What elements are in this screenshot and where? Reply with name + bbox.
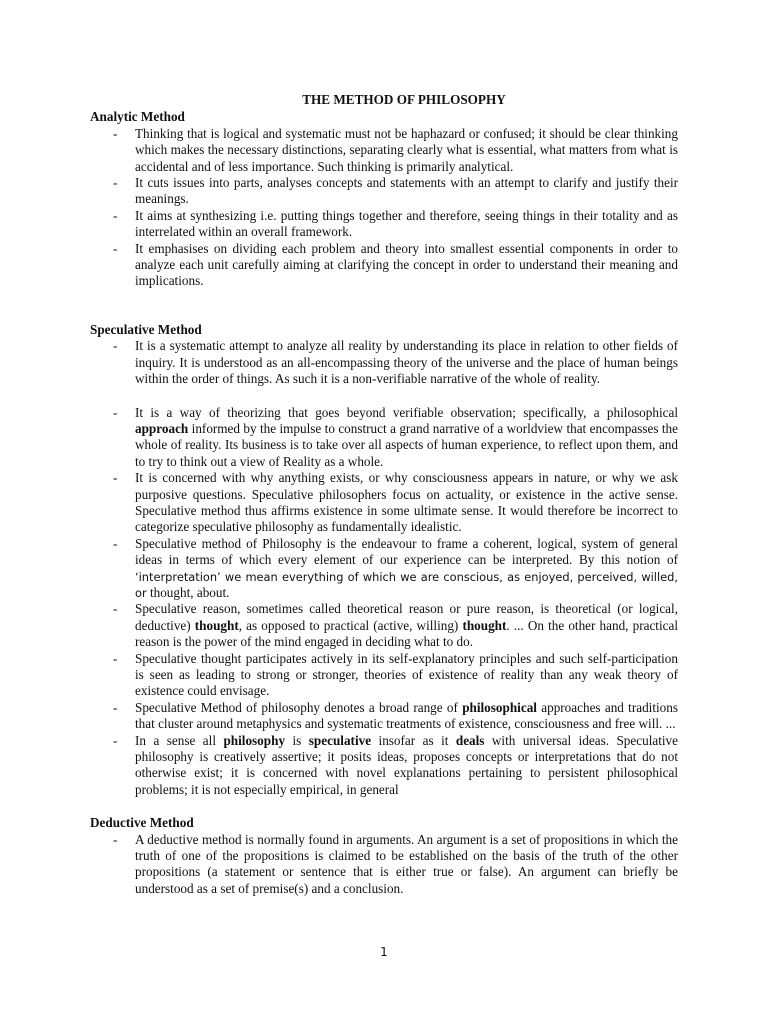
list-item: - It is a systematic attempt to analyze all reality by understanding its place in relation to other fields of inquiry. It is understood as an all-encompassing theory of the universe and the place of human beings within the order of things. As such it is a non-verifiable narrative of the whole of reality. xyxy=(135,338,678,387)
quoted-text-run: ‘interpretation’ we mean everything of which we are conscious, as enjoyed, perceived, willed, or xyxy=(135,569,678,600)
text-run: Speculative method of Philosophy is the endeavour to frame a coherent, logical, system of general ideas in terms of which every element of our experience can be interpreted. By this notion of xyxy=(135,535,678,568)
text-run: approaches and traditions that cluster around metaphysics and systematic treatments of existence, consciousness and free will. ... xyxy=(135,699,678,732)
list-item: - It is concerned with why anything exists, or why consciousness appears in nature, or why we ask purposive questions. Speculative philosophers focus on actuality, or existence in the active sense. Speculative method thus affirms existence in some ultimate sense. It would therefore be incorrect to categorize speculative philosophy as fundamentally idealistic. xyxy=(135,470,678,536)
speculative-list xyxy=(90,338,678,798)
bold-term: philosophical xyxy=(462,699,537,715)
text-run: Speculative Method of philosophy denotes a broad range of xyxy=(135,699,463,715)
bold-term: thought xyxy=(462,617,507,633)
text-run: , as opposed to practical (active, willing) xyxy=(238,617,463,633)
text-run: Speculative reason, sometimes called theoretical reason or pure reason, is theoretical (or logical, deductive) xyxy=(135,601,678,633)
deductive-list xyxy=(90,832,678,898)
section-spacer xyxy=(90,798,678,815)
text-run: thought, about. xyxy=(146,584,230,600)
bold-term: deals xyxy=(455,732,485,748)
bold-term: thought xyxy=(194,617,239,633)
list-item xyxy=(135,405,678,471)
text-run: with universal ideas. Speculative philosophy is creatively assertive; it posits ideas, proposes concepts or interpretations that do not otherwise exist; it is concerned with novel explanations pertaining to persistent philosophical problems; it is not especially empirical, in general xyxy=(135,732,678,797)
section-heading-deductive: Deductive Method xyxy=(90,815,194,831)
list-item: - Speculative thought participates actively in its self-explanatory principles and such self-participation is seen as leading to strong or stronger, theories of existence of reality than any weak theory of existence could envisage. xyxy=(135,651,678,700)
list-item: - It cuts issues into parts, analyses concepts and statements with an attempt to clarify and justify their meanings. xyxy=(135,175,678,208)
section-heading-analytic: Analytic Method xyxy=(90,109,185,125)
section-spacer xyxy=(90,290,678,322)
text-run: It is a way of theorizing that goes beyond verifiable observation; specifically, a philosophical xyxy=(135,404,678,420)
text-run: In a sense all xyxy=(135,732,224,748)
text-run: insofar as it xyxy=(371,732,456,748)
list-item xyxy=(135,601,678,650)
text-run: is xyxy=(285,732,309,748)
list-item: - Thinking that is logical and systematic must not be haphazard or confused; it should be clear thinking which makes the necessary distinctions, separating clearly what is essential, what matters from what is accidental and of less importance. Such thinking is primarily analytical. xyxy=(135,126,678,175)
text-run: . ... On the other hand, practical reason is the power of the mind engaged in deciding what to do. xyxy=(135,617,678,650)
list-item: - It emphasises on dividing each problem and theory into smallest essential components in order to analyze each unit carefully aiming at clarifying the concept in order to understand their meaning and implications. xyxy=(135,241,678,290)
list-item xyxy=(135,700,678,733)
bold-term: philosophy xyxy=(223,732,286,748)
section-heading-speculative: Speculative Method xyxy=(90,321,202,337)
analytic-list xyxy=(90,126,678,290)
list-item: - A deductive method is normally found in arguments. An argument is a set of propositions in which the truth of one of the propositions is claimed to be established on the basis of the truth of the other propositions (a statement or sentence that is either true or false). An argument can briefly be understood as a set of premise(s) and a conclusion. xyxy=(135,832,678,898)
page-number: 1 xyxy=(380,945,388,959)
list-item xyxy=(135,733,678,799)
document-page xyxy=(90,92,678,897)
document-title: THE METHOD OF PHILOSOPHY xyxy=(302,92,506,107)
list-item xyxy=(135,536,678,602)
bold-term: speculative xyxy=(308,732,372,748)
list-item: - It aims at synthesizing i.e. putting things together and therefore, seeing things in their totality and as interrelated within an overall framework. xyxy=(135,208,678,241)
text-run: informed by the impulse to construct a grand narrative of a worldview that encompasses the whole of reality. Its business is to take over all aspects of human experience, to reflect upon them, and to try to think out a view of Reality as a whole. xyxy=(135,420,678,469)
bold-term: approach xyxy=(135,420,189,436)
